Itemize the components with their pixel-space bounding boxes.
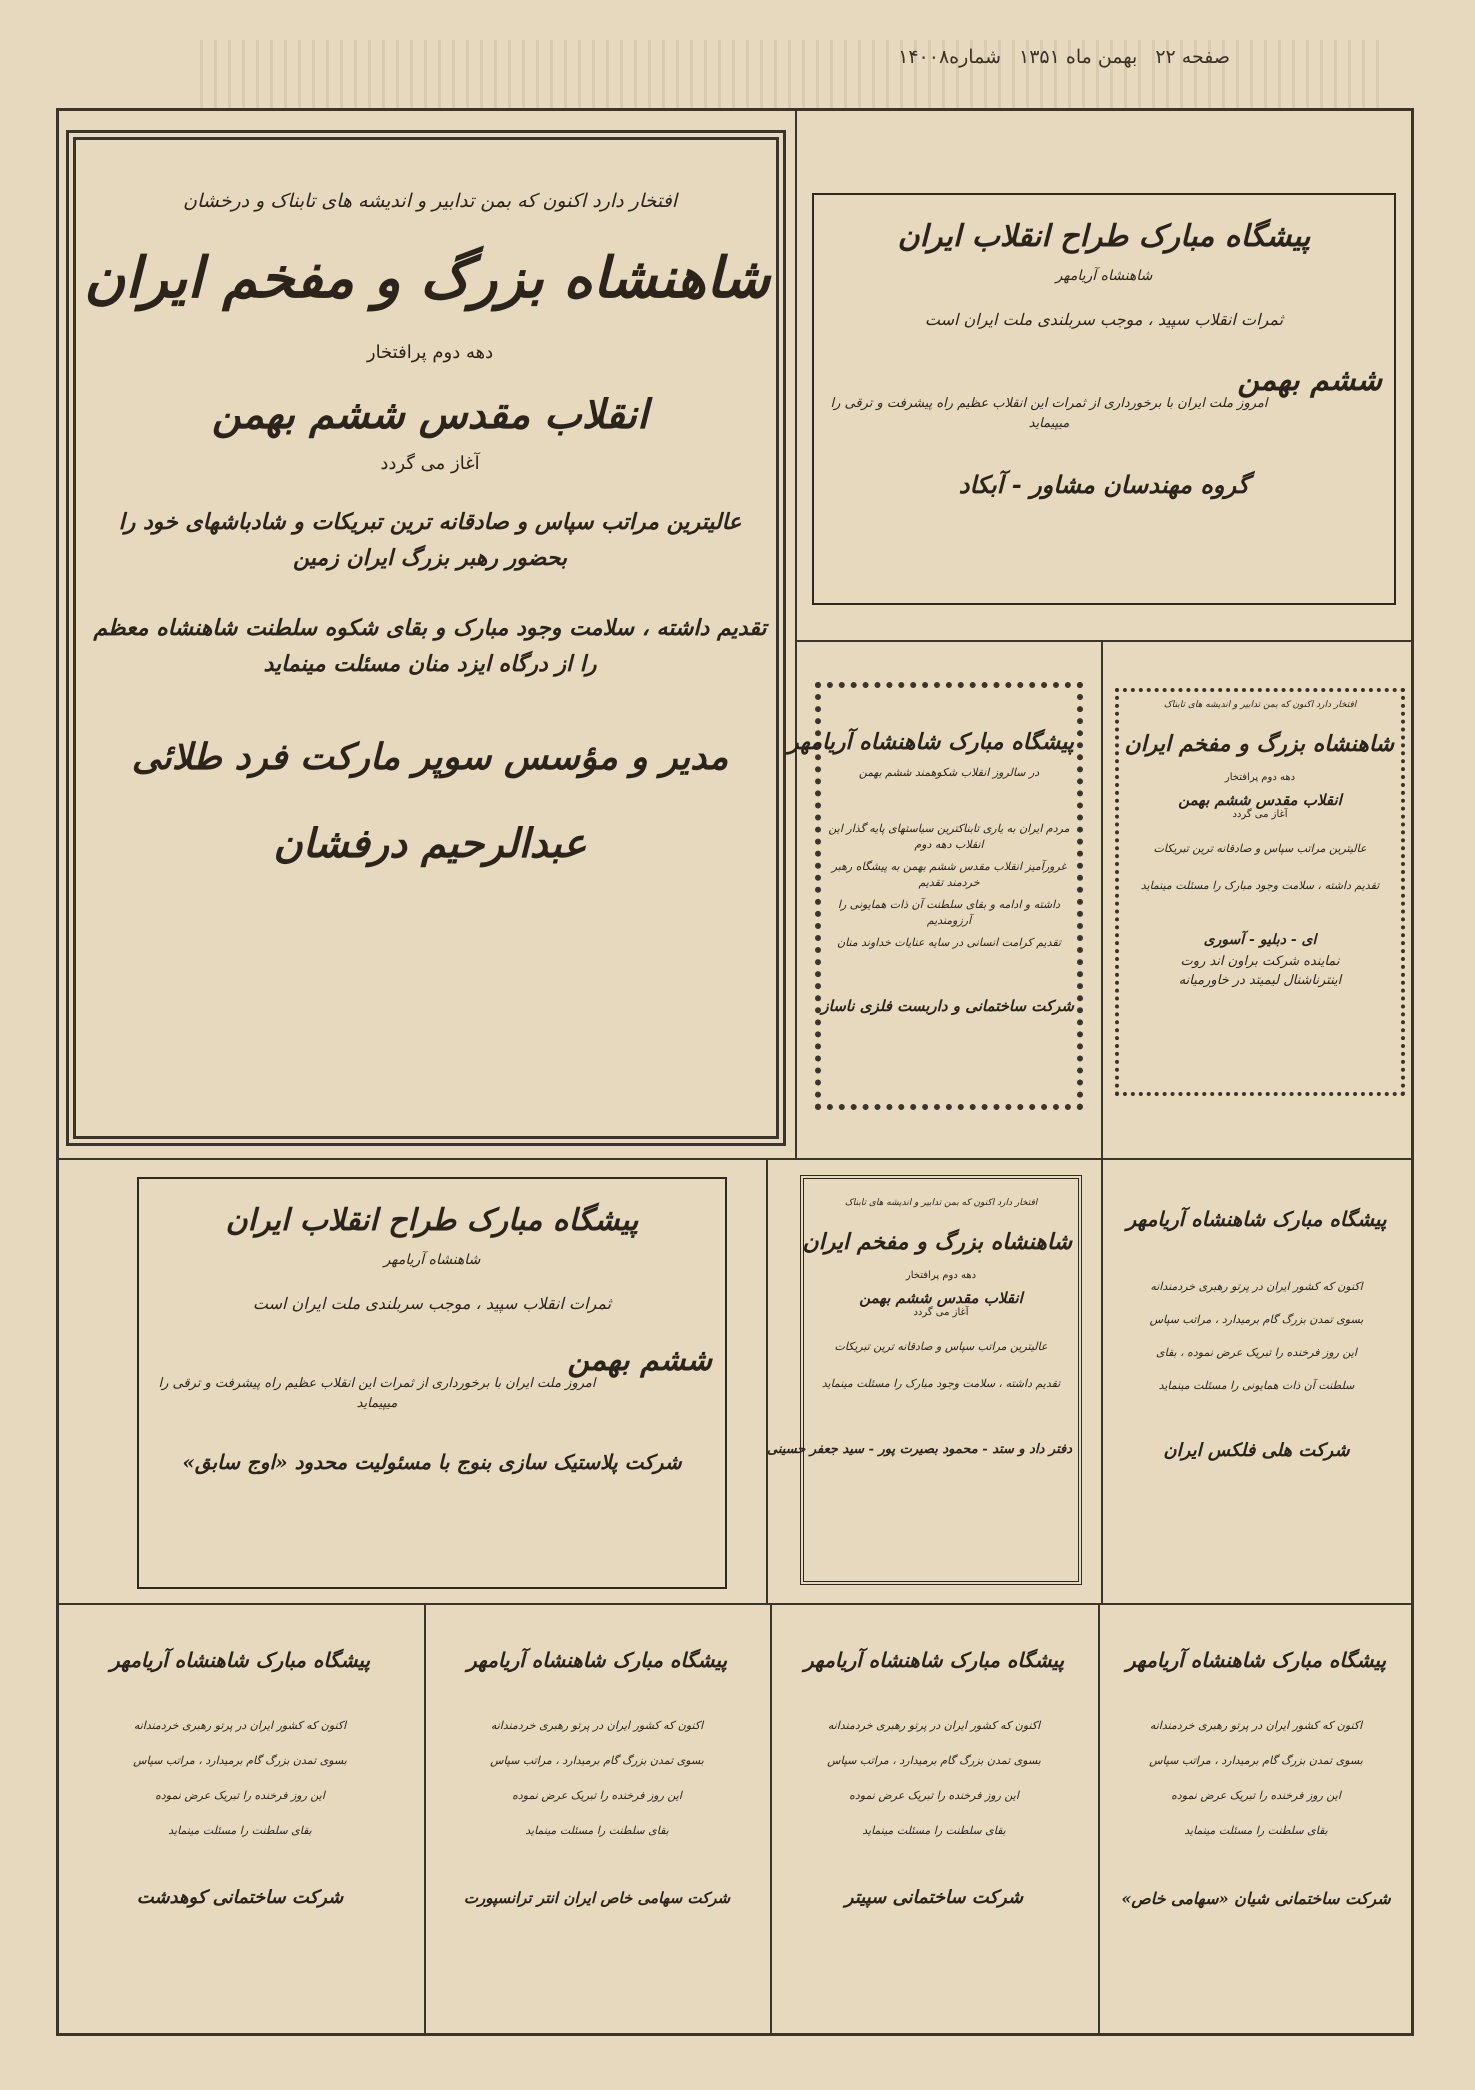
- ad-row2-right: [1114, 1190, 1399, 1590]
- main-ad-line3: آغاز می گردد: [380, 453, 480, 474]
- bottom-ad-4-body-2: این روز فرخنده را تبریک عرض نموده: [155, 1789, 325, 1802]
- rule-v-mid: [1101, 642, 1103, 1160]
- bottom-ad-1-body-0: اکنون که کشور ایران در پرتو رهبری خردمندانه: [1149, 1719, 1363, 1732]
- ad-row2-left-date: ششم بهمن: [567, 1343, 712, 1378]
- bottom-ad-2: [780, 1625, 1088, 2025]
- bottom-ad-2-body-3: بقای سلطنت را مسئلت مینماید: [862, 1824, 1006, 1837]
- ad-mid-center-body-0: مردم ایران به یاری تابناکترین سیاستهای پایه گذار این انقلاب دهه دوم: [828, 822, 1070, 851]
- ad-mid-center-body-3: تقدیم کرامت انسانی در سایه عنایات خداوند منان: [837, 936, 1061, 949]
- bottom-ad-3-signer: شرکت سهامی خاص ایران انتر ترانسپورت: [463, 1889, 731, 1907]
- ad-mid-right-title: شاهنشاه بزرگ و مفخم ایران: [1124, 731, 1394, 757]
- bottom-ad-4: [66, 1625, 414, 2025]
- main-ad-body2: تقدیم داشته ، سلامت وجود مبارک و بقای شکوه سلطنت شاهنشاه معظم را از درگاه ایزد منان مسئلت مینماید: [93, 615, 767, 677]
- bottom-ad-2-title: پیشگاه مبارک شاهنشاه آریامهر: [803, 1648, 1065, 1672]
- ad-mid-center-body-1: غرورآمیز انقلاب مقدس ششم بهمن به پیشگاه رهبر خردمند تقدیم: [831, 860, 1067, 889]
- ad-row2-right-body-0: اکنون که کشور ایران در پرتو رهبری خردمندانه: [1150, 1280, 1363, 1293]
- ad-top-right-date: ششم بهمن: [1237, 363, 1382, 398]
- rule-h-3: [58, 1603, 1412, 1605]
- ad-row2-center-line2: دهه دوم پرافتخار: [905, 1270, 977, 1281]
- rule-h-1: [797, 640, 1412, 642]
- bottom-ad-4-body-0: اکنون که کشور ایران در پرتو رهبری خردمندانه: [133, 1719, 347, 1732]
- bottom-ad-3-body-1: بسوی تمدن بزرگ گام برمیدارد ، مراتب سپاس: [490, 1754, 704, 1767]
- ad-row2-center-revolution: انقلاب مقدس ششم بهمن: [859, 1289, 1023, 1307]
- main-ad-person: عبدالرحیم درفشان: [273, 820, 587, 867]
- bottom-ad-2-body-1: بسوی تمدن بزرگ گام برمیدارد ، مراتب سپاس: [827, 1754, 1041, 1767]
- ad-row2-center-body2: تقدیم داشته ، سلامت وجود مبارک را مسئلت مینماید: [821, 1377, 1061, 1390]
- bottom-ad-4-title: پیشگاه مبارک شاهنشاه آریامهر: [109, 1648, 371, 1672]
- ad-mid-center-sub: در سالروز انقلاب شکوهمند ششم بهمن: [858, 766, 1040, 779]
- ad-mid-right-body1: عالیترین مراتب سپاس و صادقانه ترین تبریکات: [1153, 842, 1367, 855]
- bottom-ad-1: [1108, 1625, 1404, 2025]
- main-ad-headline: شاهنشاه بزرگ و مفخم ایران: [84, 245, 770, 311]
- ad-mid-right-revolution: انقلاب مقدس ششم بهمن: [1178, 791, 1342, 809]
- rule-v-main: [795, 110, 797, 1160]
- bottom-ad-1-body-1: بسوی تمدن بزرگ گام برمیدارد ، مراتب سپاس: [1149, 1754, 1363, 1767]
- page-header: [870, 46, 1230, 72]
- bottom-ad-3-title: پیشگاه مبارک شاهنشاه آریامهر: [466, 1648, 728, 1672]
- page-number: صفحه ۲۲: [1155, 46, 1230, 68]
- rule-v-b3: [1098, 1605, 1100, 2034]
- rule-h-2: [58, 1158, 1412, 1160]
- main-ad: [84, 190, 770, 1110]
- ad-row2-center-intro: افتخار دارد اکنون که بمن تدابیر و اندیشه های تابناک: [844, 1198, 1038, 1208]
- bottom-ad-3: [434, 1625, 760, 2025]
- bottom-ad-1-signer: شرکت ساختمانی شیان «سهامی خاص»: [1121, 1889, 1391, 1908]
- bottom-ad-2-body-0: اکنون که کشور ایران در پرتو رهبری خردمندانه: [827, 1719, 1041, 1732]
- ad-row2-left: [152, 1196, 712, 1576]
- main-ad-body1: عالیترین مراتب سپاس و صادقانه ترین تبریکات و شادباشهای خود را بحضور رهبر بزرگ ایران زمین: [118, 509, 742, 571]
- issue-date: بهمن ماه ۱۳۵۱: [1019, 46, 1138, 68]
- ad-row2-left-line: ثمرات انقلاب سپید ، موجب سربلندی ملت ایران است: [252, 1294, 612, 1313]
- ad-row2-center: [766, 1198, 1072, 1578]
- bottom-ad-1-title: پیشگاه مبارک شاهنشاه آریامهر: [1125, 1648, 1387, 1672]
- ad-mid-right-line2: دهه دوم پرافتخار: [1224, 772, 1296, 783]
- bottom-ad-1-body-3: بقای سلطنت را مسئلت مینماید: [1184, 1824, 1328, 1837]
- main-ad-line2: دهه دوم پرافتخار: [366, 342, 494, 363]
- ad-mid-center: [787, 724, 1074, 1094]
- ad-row2-center-line3: آغاز می گردد: [913, 1307, 969, 1318]
- ad-row2-right-body-1: بسوی تمدن بزرگ گام برمیدارد ، مراتب سپاس: [1149, 1313, 1364, 1326]
- bottom-ad-3-body-3: بقای سلطنت را مسئلت مینماید: [525, 1824, 669, 1837]
- ad-mid-right-signer1: ای - دبلیو - آسوری: [1203, 932, 1317, 948]
- ad-row2-left-sub: شاهنشاه آریامهر: [383, 1252, 481, 1268]
- bottom-ad-2-body-2: این روز فرخنده را تبریک عرض نموده: [849, 1789, 1019, 1802]
- main-ad-intro: افتخار دارد اکنون که بمن تدابیر و اندیشه های تابناک و درخشان: [183, 190, 677, 212]
- ad-top-right-title: پیشگاه مبارک طراح انقلاب ایران: [897, 219, 1311, 254]
- ad-mid-right-body2: تقدیم داشته ، سلامت وجود مبارک را مسئلت مینماید: [1140, 879, 1380, 892]
- ad-mid-right-signer2: نماینده شرکت براون اند روت: [1180, 954, 1340, 969]
- ad-top-right-signer: گروه مهندسان مشاور - آبکاد: [958, 470, 1250, 499]
- main-ad-revolution: انقلاب مقدس ششم بهمن: [211, 391, 649, 438]
- ad-mid-center-body-2: داشته و ادامه و بقای سلطنت آن ذات همایونی را آرزومندیم: [837, 898, 1061, 927]
- ad-row2-center-title: شاهنشاه بزرگ و مفخم ایران: [802, 1229, 1072, 1255]
- ad-mid-right-intro: افتخار دارد اکنون که بمن تدابیر و اندیشه های تابناک: [1163, 700, 1357, 710]
- rule-v-b2: [770, 1605, 772, 2034]
- ad-mid-right-line3: آغاز می گردد: [1232, 809, 1288, 820]
- ad-row2-right-title: پیشگاه مبارک شاهنشاه آریامهر: [1126, 1207, 1387, 1231]
- ad-mid-center-title: پیشگاه مبارک شاهنشاه آریامهر: [787, 729, 1074, 755]
- bottom-ad-4-body-3: بقای سلطنت را مسئلت مینماید: [168, 1824, 312, 1837]
- ad-mid-center-signer: شرکت ساختمانی و داربست فلزی ناساز: [821, 997, 1074, 1015]
- issue-number: شماره۱۴۰۰۸: [898, 46, 1001, 68]
- ad-top-right-sub: شاهنشاه آریامهر: [1055, 268, 1153, 284]
- ad-row2-left-signer: شرکت پلاستیک سازی بنوج با مسئولیت محدود «اوج سابق»: [182, 1450, 682, 1474]
- ad-top-right-line: ثمرات انقلاب سپید ، موجب سربلندی ملت ایران است: [924, 310, 1284, 329]
- ad-row2-left-title: پیشگاه مبارک طراح انقلاب ایران: [225, 1203, 639, 1238]
- bottom-ad-3-body-0: اکنون که کشور ایران در پرتو رهبری خردمندانه: [490, 1719, 704, 1732]
- ad-row2-center-signer: دفتر داد و ستد - محمود بصیرت پور - سید جعفر حسینی: [766, 1442, 1072, 1457]
- bottom-ad-4-body-1: بسوی تمدن بزرگ گام برمیدارد ، مراتب سپاس: [133, 1754, 347, 1767]
- bottom-ad-4-signer: شرکت ساختمانی کوهدشت: [136, 1887, 344, 1908]
- rule-v-r2b: [1101, 1160, 1103, 1605]
- ad-row2-left-body: امروز ملت ایران با برخورداری از ثمرات این انقلاب عظیم راه پیشرفت و ترقی را میپیماید: [158, 1376, 596, 1411]
- main-ad-company: مدیر و مؤسس سوپر مارکت فرد طلائی: [131, 736, 729, 778]
- ad-row2-right-body-2: این روز فرخنده را تبریک عرض نموده ، بقای: [1156, 1346, 1357, 1359]
- ad-mid-right-signer3: اینترناشنال لیمیتد در خاورمیانه: [1178, 973, 1342, 988]
- ad-row2-right-signer: شرکت هلی فلکس ایران: [1163, 1440, 1350, 1461]
- rule-v-b1: [424, 1605, 426, 2034]
- bottom-ad-3-body-2: این روز فرخنده را تبریک عرض نموده: [512, 1789, 682, 1802]
- ad-top-right-body: امروز ملت ایران با برخورداری از ثمرات این انقلاب عظیم راه پیشرفت و ترقی را میپیماید: [830, 396, 1268, 431]
- ad-row2-center-body1: عالیترین مراتب سپاس و صادقانه ترین تبریکات: [834, 1340, 1048, 1353]
- ad-top-right: [826, 212, 1382, 592]
- rule-v-r2a: [766, 1160, 768, 1605]
- ad-row2-right-body-3: سلطنت آن ذات همایونی را مسئلت مینماید: [1158, 1379, 1355, 1392]
- bottom-ad-2-signer: شرکت ساختمانی سپیتر: [844, 1887, 1024, 1908]
- ad-mid-right: [1126, 700, 1394, 1090]
- bottom-ad-1-body-2: این روز فرخنده را تبریک عرض نموده: [1171, 1789, 1341, 1802]
